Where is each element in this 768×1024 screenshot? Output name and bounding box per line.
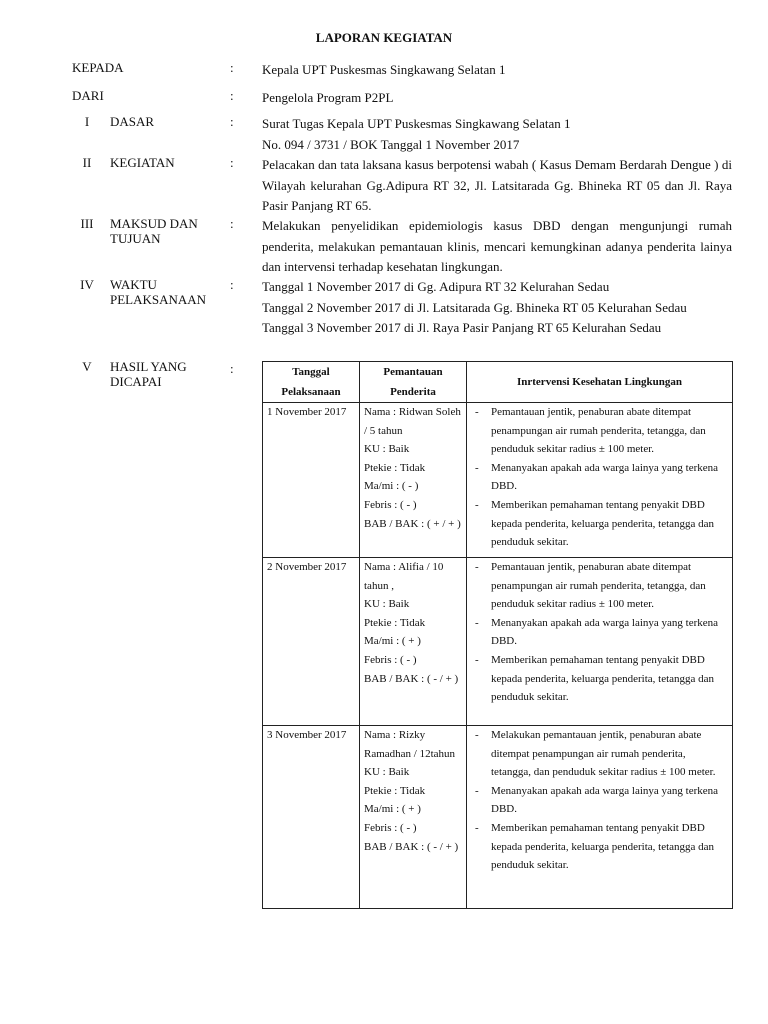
monitor-line: KU : Baik	[364, 766, 410, 779]
cell-date: 2 November 2017	[263, 558, 360, 726]
cell-interventions	[467, 403, 733, 558]
table-row	[263, 403, 733, 558]
cell-interventions	[467, 558, 733, 726]
dari-label: DARI	[72, 88, 104, 103]
section-label: MAKSUD DAN TUJUAN	[110, 216, 198, 246]
list-item: - Melakukan pemantauan jentik, penaburan abate ditempat penampungan air rumah penderita, tetangga, dan penduduk sekitar radius ± 100 meter.	[471, 726, 728, 782]
monitor-line: Ma/mi : ( + )	[364, 803, 421, 816]
list-item: - Menanyakan apakah ada warga lainya yang terkena DBD.	[471, 459, 728, 496]
section-label: DASAR	[110, 114, 155, 129]
colon: :	[230, 114, 234, 129]
intervention-list	[471, 558, 728, 707]
cell-date: 1 November 2017	[263, 403, 360, 558]
monitor-line: Ptekie : Tidak	[364, 616, 426, 629]
kepada-value: Kepala UPT Puskesmas Singkawang Selatan 1	[262, 62, 506, 77]
header-intervensi: Inrtervensi Kesehatan Lingkungan	[467, 362, 733, 403]
section-label: KEGIATAN	[110, 155, 175, 170]
monitor-line: BAB / BAK : ( + / + )	[364, 517, 461, 530]
colon: :	[230, 60, 234, 75]
cell-date: 3 November 2017	[263, 726, 360, 909]
section-label: HASIL YANG DICAPAI	[110, 359, 187, 389]
waktu-line: Tanggal 1 November 2017 di Gg. Adipura RT 32 Kelurahan Sedau	[262, 279, 610, 294]
list-item: - Menanyakan apakah ada warga lainya yang terkena DBD.	[471, 614, 728, 651]
maksud-text: Melakukan penyelidikan epidemiologis kasus DBD dengan mengunjungi rumah penderita, melakukan pemantauan klinis, mencari kemungkinan adanya penderita lainya dan intervensi terhadap kesehatan lingkungan.	[262, 218, 732, 274]
monitor-line: Nama : Alifia / 10 tahun ,	[364, 561, 444, 592]
section-number: V	[82, 359, 92, 374]
cell-monitor	[360, 403, 467, 558]
colon: :	[230, 216, 234, 231]
monitor-line: Nama : Rizky Ramadhan / 12tahun	[364, 729, 456, 760]
list-item: - Memberikan pemahaman tentang penyakit DBD kepada penderita, keluarga penderita, tetangga dan penduduk sekitar.	[471, 496, 728, 552]
cell-interventions	[467, 726, 733, 909]
monitor-line: BAB / BAK : ( - / + )	[364, 840, 459, 853]
intervention-list	[471, 403, 728, 552]
monitor-line: Ma/mi : ( - )	[364, 480, 419, 493]
waktu-line: Tanggal 2 November 2017 di Jl. Latsitarada Gg. Bhineka RT 05 Kelurahan Sedau	[262, 299, 687, 315]
monitor-line: Ma/mi : ( + )	[364, 635, 421, 648]
list-item: - Pemantauan jentik, penaburan abate ditempat penampungan air rumah penderita, tetangga, dan penduduk sekitar radius ± 100 meter.	[471, 403, 728, 459]
monitor-line: BAB / BAK : ( - / + )	[364, 672, 459, 685]
header-pemantauan: Pemantauan Penderita	[360, 362, 467, 403]
list-item: - Memberikan pemahaman tentang penyakit DBD kepada penderita, keluarga penderita, tetangga dan penduduk sekitar.	[471, 819, 728, 875]
kepada-label: KEPADA	[72, 60, 124, 75]
header-tanggal: Tanggal Pelaksanaan	[263, 362, 360, 403]
colon: :	[230, 277, 234, 292]
monitor-line: Febris : ( - )	[364, 821, 417, 834]
monitor-line: KU : Baik	[364, 443, 410, 456]
section-number: I	[84, 114, 90, 129]
colon: :	[230, 88, 234, 103]
intervention-list	[471, 726, 728, 875]
cell-monitor	[360, 558, 467, 726]
table-row	[263, 726, 733, 909]
table-row	[263, 558, 733, 726]
monitor-line: Febris : ( - )	[364, 498, 417, 511]
monitor-line: Ptekie : Tidak	[364, 784, 426, 797]
document-title: LAPORAN KEGIATAN	[315, 30, 453, 45]
list-item: - Menanyakan apakah ada warga lainya yang terkena DBD.	[471, 782, 728, 819]
cell-monitor	[360, 726, 467, 909]
waktu-line: Tanggal 3 November 2017 di Jl. Raya Pasir Panjang RT 65 Kelurahan Sedau	[262, 320, 662, 335]
list-item: - Memberikan pemahaman tentang penyakit DBD kepada penderita, keluarga penderita, tetangga dan penduduk sekitar.	[471, 651, 728, 707]
section-number: II	[82, 155, 92, 170]
section-label: WAKTU PELAKSANAAN	[110, 277, 207, 307]
table-header-row	[263, 362, 733, 403]
monitor-line: KU : Baik	[364, 598, 410, 611]
dasar-line: Surat Tugas Kepala UPT Puskesmas Singkawang Selatan 1	[262, 116, 571, 131]
section-number: IV	[80, 277, 94, 292]
dasar-line: No. 094 / 3731 / BOK Tanggal 1 November 2017	[262, 136, 520, 152]
kegiatan-text: Pelacakan dan tata laksana kasus berpotensi wabah ( Kasus Demam Berdarah Dengue ) di Wilayah kelurahan Gg.Adipura RT 32, Jl. Latsitarada Gg. Bhineka RT 05 dan Jl. Raya Pasir Panjang RT 65.	[262, 157, 732, 213]
section-number: III	[80, 216, 94, 231]
dari-value: Pengelola Program P2PL	[262, 90, 394, 105]
colon: :	[230, 361, 234, 376]
colon: :	[230, 155, 234, 170]
monitor-line: Ptekie : Tidak	[364, 461, 426, 474]
list-item: - Pemantauan jentik, penaburan abate ditempat penampungan air rumah penderita, tetangga, dan penduduk sekitar radius ± 100 meter.	[471, 558, 728, 614]
results-table	[262, 361, 733, 909]
monitor-line: Nama : Ridwan Soleh / 5 tahun	[364, 406, 461, 437]
monitor-line: Febris : ( - )	[364, 653, 417, 666]
